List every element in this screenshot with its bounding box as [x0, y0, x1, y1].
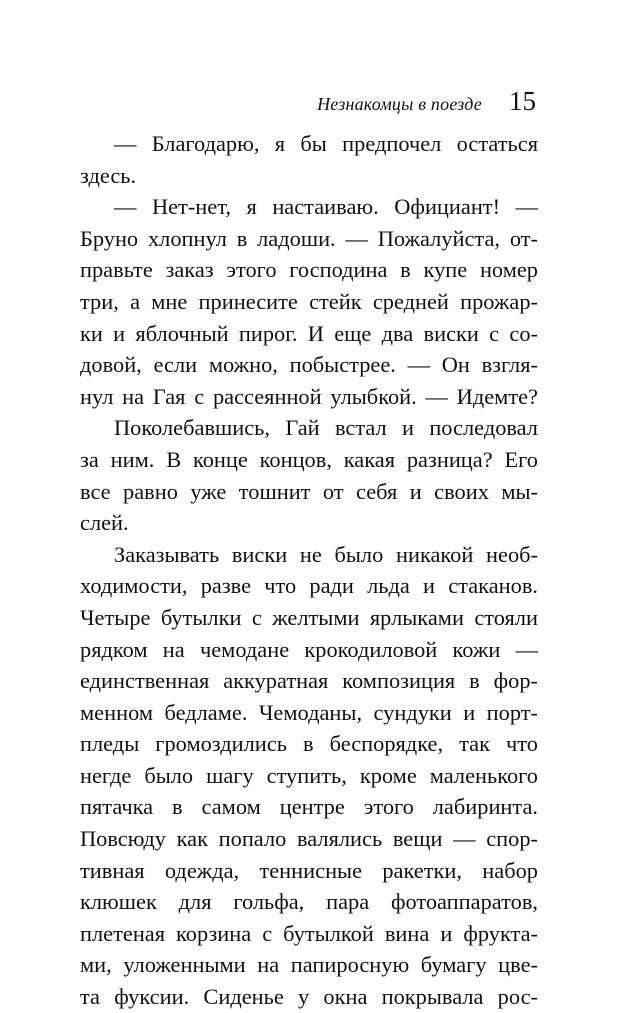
text-line: ми, уложенными на папиросную бумагу цве-: [80, 952, 538, 978]
text-line: правьте заказ этого господина в купе номер: [80, 257, 538, 283]
text-line: здесь.: [80, 162, 137, 188]
text-line: довой, если можно, побыстрее. — Он взгля-: [80, 352, 538, 378]
text-line: слей.: [80, 510, 129, 536]
paragraph: [80, 412, 538, 538]
text-line: ки и яблочный пирог. И еще два виски с со-: [80, 320, 538, 346]
text-line: — Нет-нет, я настаиваю. Официант! —: [114, 194, 538, 220]
text-line: Повсюду как попало валялись вещи — спор-: [80, 826, 538, 852]
text-line: пледы громоздились в беспорядке, так что: [80, 731, 538, 757]
text-line: Заказывать виски не было никакой необ-: [114, 541, 538, 567]
paragraph: [80, 539, 538, 1013]
text-line: единственная аккуратная композиция в фор-: [80, 668, 538, 694]
text-line: менном бедламе. Чемоданы, сундуки и порт-: [80, 699, 538, 725]
page-number: 15: [509, 86, 536, 116]
text-line: Бруно хлопнул в ладоши. — Пожалуйста, от-: [80, 225, 538, 251]
text-line: — Благодарю, я бы предпочел остаться: [114, 131, 538, 156]
text-line: клюшек для гольфа, пара фотоаппаратов,: [80, 889, 538, 915]
text-line: ходимости, разве что ради льда и стаканов.: [80, 573, 538, 599]
text-line: негде было шагу ступить, кроме маленького: [80, 762, 538, 788]
body-text: [80, 128, 538, 1013]
text-line: пятачка в самом центре этого лабиринта.: [80, 794, 538, 820]
paragraph: [80, 128, 538, 191]
text-line: плетеная корзина с бутылкой вина и фрукта-: [80, 920, 538, 946]
text-line: за ним. В конце концов, какая разница? Его: [80, 446, 538, 472]
text-line: три, а мне принесите стейк средней прожар-: [80, 288, 538, 314]
text-line: рядком на чемодане крокодиловой кожи —: [80, 636, 538, 662]
paragraph: [80, 191, 538, 412]
text-line: Поколебавшись, Гай встал и последовал: [114, 415, 538, 441]
running-header: [80, 86, 538, 120]
text-line: та фуксии. Сиденье у окна покрывала рос-: [80, 984, 538, 1010]
text-line: нул на Гая с рассеянной улыбкой. — Идемте?: [80, 383, 538, 409]
text-line: тивная одежда, теннисные ракетки, набор: [80, 857, 538, 883]
running-title: Незнакомцы в поезде: [317, 94, 482, 114]
text-line: Четыре бутылки с желтыми ярлыками стояли: [80, 604, 538, 630]
text-line: все равно уже тошнит от себя и своих мы-: [80, 478, 538, 504]
